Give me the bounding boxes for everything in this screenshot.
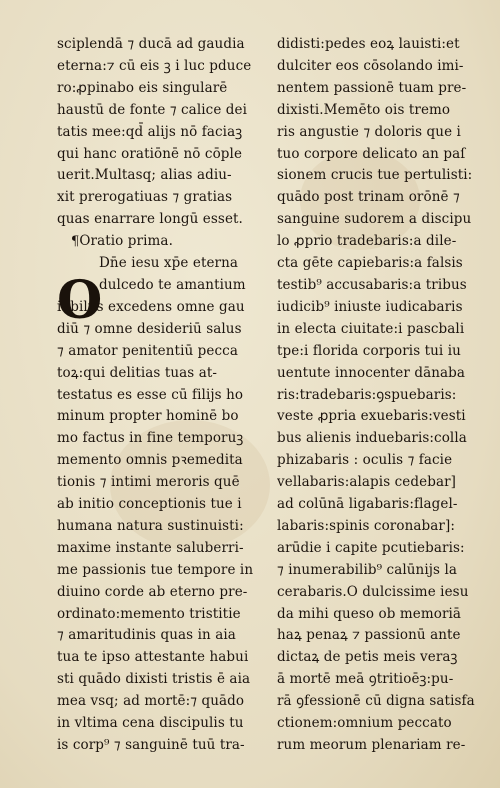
text-line: memento omnis pꝛemedita <box>57 452 243 469</box>
text-line: ris angustie ⁊ doloris que i <box>277 123 461 140</box>
text-line: testatus es esse cū filijs ho <box>57 386 244 403</box>
text-line: quādo post trinam orōnē ⁊ <box>277 189 460 206</box>
text-line: lo ꝓprio tradebaris:a dile- <box>277 233 457 250</box>
text-line: phizabaris : oculis ⁊ facie <box>277 452 453 469</box>
text-line: testib⁹ accusabaris:a tribus <box>277 276 467 293</box>
pilcrow-mark: ¶ <box>71 234 80 250</box>
text-line: ab initio conceptionis tue i <box>57 496 242 513</box>
text-line: uerit.Multasq; alias adiu- <box>57 167 232 184</box>
text-line: me passionis tue tempore in <box>57 561 254 578</box>
text-line: tatis mee:qd̄ alijs nō faciaꝫ <box>57 123 243 140</box>
text-line: arūdie i capite pcutiebaris: <box>277 539 465 556</box>
text-line: mo factus in fine temporuꝫ <box>57 430 244 447</box>
text-line: iudicib⁹ iniuste iudicabaris <box>277 298 463 315</box>
text-line: dulcedo te amantium <box>99 276 246 293</box>
text-line: ordinato:memento tristitie <box>57 605 241 622</box>
text-line: rā ꝯfessionē cū digna satisfa <box>277 693 475 710</box>
text-line: ⁊ inumerabilib⁹ calūnijs la <box>277 561 458 578</box>
text-line: xit prerogatiuas ⁊ gratias <box>57 189 233 206</box>
text-line: sionem crucis tue pertulisti: <box>277 167 473 184</box>
text-line: cerabaris.O dulcissime iesu <box>277 583 469 600</box>
text-line: bus alienis induebaris:colla <box>277 430 467 447</box>
text-line: haustū de fonte ⁊ calice dei <box>57 101 248 118</box>
text-line: dulciter eos cōsolando imi- <box>277 57 464 74</box>
decorated-initial: O <box>57 270 103 331</box>
text-line: diuino corde ab eterno pre- <box>57 583 248 600</box>
text-line: Dn̄e iesu xp̄e eterna <box>99 255 239 272</box>
text-line: minum propter hominē bo <box>57 408 239 425</box>
text-line: diū ⁊ omne desideriū salus <box>57 320 242 337</box>
text-line: in electa ciuitate:i pascbali <box>277 320 465 337</box>
text-line: cta gēte capiebaris:a falsis <box>277 255 463 272</box>
text-line: quas enarrare longū esset. <box>57 211 243 228</box>
text-line: labaris:spinis coronabar]: <box>277 517 455 534</box>
text-line: haꝝ penaꝝ ⁊ passionū ante <box>277 627 461 644</box>
text-line: sanguine sudorem a discipu <box>277 211 472 228</box>
text-line: veste ꝓpria exuebaris:vesti <box>277 408 466 425</box>
text-line: didisti:pedes eoꝝ lauisti:et <box>277 36 460 52</box>
text-line: tpe:i florida corporis tui iu <box>277 342 461 359</box>
text-line: ris:tradebaris:ꝯspuebaris: <box>277 386 457 403</box>
text-line: ⁊ amator penitentiū pecca <box>57 342 238 359</box>
text-line: qui hanc oratiōnē nō cōple <box>57 145 243 162</box>
text-line: dictaꝝ de petis meis veraꝫ <box>277 649 458 666</box>
text-line: dixisti.Memēto ois tremo <box>277 101 451 118</box>
text-line: vellabaris:alapis cedebar] <box>277 474 457 491</box>
heading-text: Oratio prima. <box>79 233 173 250</box>
right-text-column <box>277 34 489 757</box>
text-line: iubilus excedens omne gau <box>57 298 245 315</box>
section-heading <box>57 231 271 253</box>
text-line: sti quādo dixisti tristis ē aia <box>57 671 251 688</box>
text-line: ā mortē meā ꝯtritioēꝫ:pu- <box>277 671 454 688</box>
text-line: uentute innocenter dānaba <box>277 364 466 381</box>
text-line: da mihi queso ob memoriā <box>277 605 462 622</box>
text-line: nentem passionē tuam pre- <box>277 79 467 96</box>
text-line: ⁊ amaritudinis quas in aia <box>57 627 236 644</box>
text-line: maxime instante saluberri- <box>57 539 244 556</box>
text-line: humana natura sustinuisti: <box>57 517 244 534</box>
text-line: tionis ⁊ intimi meroris quē <box>57 474 240 491</box>
text-line: rum meorum plenariam re- <box>277 737 466 753</box>
text-line: ad colūnā ligabaris:flagel- <box>277 496 458 513</box>
text-line: ro:ꝓpinabo eis singularē <box>57 79 228 96</box>
text-line: in vltima cena discipulis tu <box>57 715 244 732</box>
text-line: sciplendā ⁊ ducā ad gaudia <box>57 36 245 52</box>
text-line: toꝝ:qui delitias tuas at- <box>57 364 218 381</box>
left-text-column <box>57 34 271 757</box>
text-line: eterna:⁊ cū eis ꝫ i luc pduce <box>57 57 252 74</box>
text-line: ctionem:omnium peccato <box>277 715 452 732</box>
text-line: tua te ipso attestante habui <box>57 649 249 666</box>
text-line: tuo corpore delicato an paſ <box>277 145 466 162</box>
text-line: is corp⁹ ⁊ sanguinē tuū tra- <box>57 737 245 753</box>
text-line: mea vsq; ad mortē:⁊ quādo <box>57 693 245 710</box>
